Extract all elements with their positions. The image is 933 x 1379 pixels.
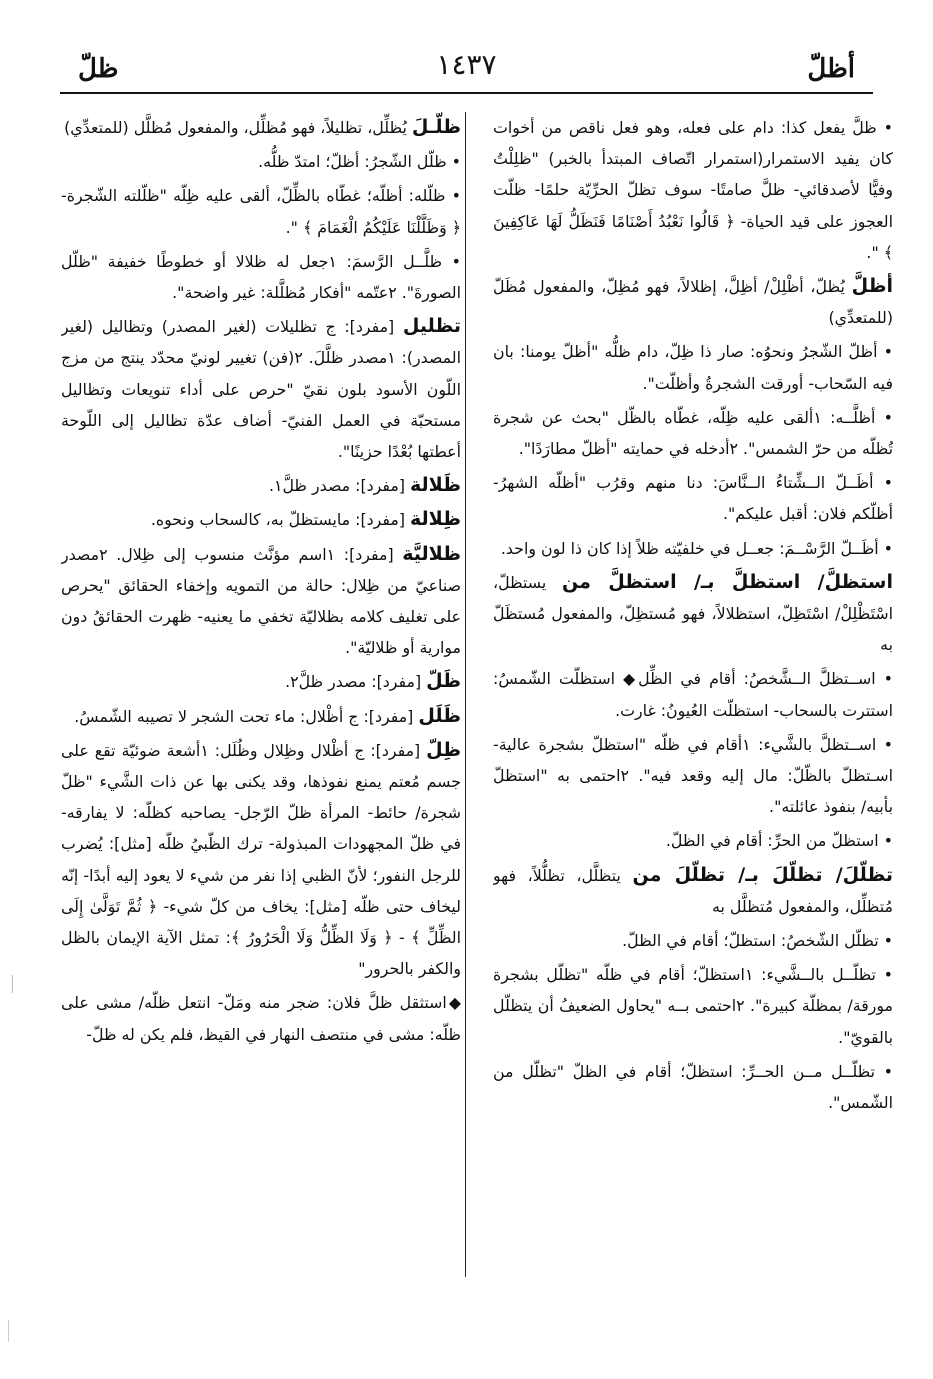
- entry-zalala: [61, 470, 461, 501]
- sense-item: [493, 959, 893, 1053]
- sense-item: [493, 467, 893, 529]
- entry-zilaliyya: [61, 539, 461, 664]
- headword: أظلَّ: [851, 275, 893, 298]
- entry-text: [مفرد]: ج أظْلال وظِلال وظُلَل: ١أشعة ضوئيّة تقع على جسم مُعتم يمنع نفوذها، وقد يكنى بها عن ذات الشَّيء "ظلّ شجرة/ حائط- المرأة ظلّ الرّجل- يصاحبه كظلّه: لا يفارقه- في ظلّ المجهودات المبذولة- ترك الظّبيُ ظلّه [مثل]: يُضرب للرجل النفور؛ لأنّ الظبي إذا نفر من شيء لا يعود إليه أبدًا- إنّه ليخاف حتى ظلّه [مثل]: يخاف من كلّ شيء- ﴿ ثُمَّ تَوَلَّىٰ إِلَى الظِّلِّ ﴾ - ﴿ وَلَا الظِّلُّ وَلَا الْحَرُورُ ﴾: تمثل الآية الإيمان بالظل والكفر بالحرور": [61, 740, 461, 979]
- right-column: [493, 112, 893, 1272]
- sense-text: • تظلّل الشّخصُ: استظلّ؛ أقام في الظلّ.: [622, 931, 893, 951]
- header-guide-word-right: أظلّ: [807, 54, 855, 84]
- entry-text: • ظلَّ يفعل كذا: دام على فعله، وهو فعل ناقص من أخوات كان يفيد الاستمرار(استمرار اتّصاف المبتدأ بالخبر) "ظلِلْتُ وفيًّا لأصدقائي- ظلَّ صامتًا- سوف تظلّ الحرِّيّة حلمًا- ظلّت العجوز على قيد الحياة- ﴿ قَالُوا نَعْبُدُ أَصْنَامًا فَنَظَلُّ لَهَا عَاكِفِينَ ﴾ ".: [493, 118, 893, 262]
- entry-text: [مفرد]: ج تظليلات (لغير المصدر) وتظاليل (لغير المصدر): ١مصدر ظلَّلَ. ٢(فن) تغيير لونيّ محدّد ينتج من مزج اللّون الأسود بلون نقيّ "حرص على أداء تنويعات وتظاليل مستحبّة في العمل الفنيّ- أضاف عدّة تظاليل إلى اللّوحة أعطتها بُعْدًا حزينًا".: [61, 317, 461, 462]
- entry-text: يتظلَّل، تظلُّلاً، فهو مُتظلِّل، والمفعول مُتظلَّل به: [493, 865, 893, 916]
- entry-azalla: [493, 271, 893, 333]
- sense-text: ◆استثقل ظلَّ فلان: ضجر منه ومَلّ- انتعل ظلّه/ مشى على ظلّه: مشى في منتصف النهار في القيظ، فلم يكن له ظلّ-: [61, 993, 461, 1044]
- entry-istazalla: [493, 567, 893, 661]
- sense-item: [493, 402, 893, 464]
- headword: ظِلالة: [410, 508, 461, 531]
- entry-text: [مفرد]: مصدر ظلَّ١.: [268, 476, 405, 496]
- headword: ظَلالة: [410, 474, 461, 497]
- sense-text: • أظَــلّ الرَّسْــمَ: جعــل في خلفيّته ظلاً إذا كان ذا لون واحد.: [500, 538, 893, 558]
- sense-item: [61, 180, 461, 242]
- entry-text: [مفرد]: مايستظلّ به، كالسحاب ونحوه.: [150, 510, 405, 530]
- sense-item: [61, 987, 461, 1049]
- left-column: [61, 112, 461, 1272]
- entry-zalla-verb: [493, 112, 893, 268]
- sense-text: • أظلَّــه: ١ألقى عليه ظِلّه، غطّاه بالظّل "بحث عن شجرة تُظلّه من حرّ الشمس". ٢أدخله في حمايته "أظلّ مطارَدًا".: [493, 407, 893, 459]
- sense-item: [493, 663, 893, 725]
- sense-text: • أظلّ الشّجرُ ونحوُه: صار ذا ظِلّ، دام ظلُّه "أظلّ يومنا: بان فيه السّحاب- أورقت الشجرةُ وأظلّت".: [493, 342, 893, 393]
- sense-text: • استظلّ من الحرِّ: أقام في الظلّ.: [665, 831, 893, 851]
- entry-text: يُظلّ، أظْلِلْ/ أظِلَّ، إظلالاً، فهو مُظِلّ، والمفعول مُظَلّ (للمتعدِّي): [493, 277, 893, 328]
- entry-text: يُظلِّل، تظليلاً، فهو مُظلِّل، والمفعول مُظلَّل (للمتعدِّي): [64, 118, 407, 137]
- column-divider: [465, 112, 466, 1277]
- sense-text: • أظَــلّ الــشِّتاءُ الــنَّاسَ: دنا منهم وقرُب "أظلّه الشهرُ- أظلّكم فلان: أقبل عليكم".: [493, 473, 893, 524]
- entry-zallala: [61, 112, 461, 143]
- entry-text: [مفرد]: ج أظْلال: ماء تحت الشجر لا تصيبه الشّمسُ.: [74, 706, 414, 726]
- entry-zall: [61, 666, 461, 697]
- entry-text: يستظلّ، اسْتَظْلِلْ/ اسْتَظِلّ، استظلالاً، فهو مُستظِلّ، والمفعول مُستظَلّ به: [493, 572, 893, 655]
- sense-item: [61, 246, 461, 308]
- entry-tazlil: [61, 311, 461, 467]
- scan-mark: [8, 1320, 9, 1342]
- headword: ظلَّـلَ: [411, 116, 461, 138]
- header-guide-word-left: ظلّ: [78, 54, 119, 84]
- headword: تظلّلَ/ تظلّلَ بـ/ تظلّلَ من: [632, 863, 893, 886]
- headword: ظَلّ: [426, 670, 461, 693]
- sense-text: • اســتظلَّ الــشَّخصُ: أقام في الظِّل◆ استظلّت الشّمسُ: استترت بالسحاب- استظلّت العُيونُ: غارت.: [493, 669, 893, 720]
- entry-zalal: [61, 701, 461, 732]
- sense-item: [493, 825, 893, 856]
- headword: استظلَّ/ استظلَّ بـ/ استظلَّ من: [562, 570, 893, 593]
- sense-text: • ظلَّــل الرَّسمَ: ١جعل له ظلالا أو خطوطًا خفيفة "ظلّل الصورةَ". ٢عتّمه "أفكار مُظلَّلة: غير واضحة".: [61, 251, 461, 303]
- entry-tazallala: [493, 860, 893, 922]
- sense-item: [493, 336, 893, 398]
- sense-item: [493, 533, 893, 564]
- headword: ظَلَل: [418, 704, 461, 727]
- scan-mark: [12, 975, 13, 993]
- headword: ظلاليَّة: [402, 542, 461, 565]
- sense-text: • ظلّل الشّجرُ: أظلّ؛ امتدّ ظلُّه.: [258, 152, 461, 172]
- headword: تظليل: [402, 315, 461, 338]
- entry-zilala: [61, 504, 461, 535]
- sense-text: • اســتظلَّ بالشَّيء: ١أقام في ظلّه "استظلّ بشجرة عالية- اسـتظلّ بالظّلّ: مال إليه وقعد فيه". ٢احتمى به "استظلّ بأبيه/ بنفوذ عائلته".: [493, 734, 893, 817]
- sense-text: • تظلّــل بالــشَّيء: ١استظلّ؛ أقام في ظلّه "تظلّل بشجرة مورقة/ بمظلّة كبيرة". ٢احتمى بــه "يحاول الضعيفُ أن يتظلّل بالقويّ".: [493, 965, 893, 1047]
- sense-item: [493, 1056, 893, 1118]
- sense-text: • ظلّله: أظلّه؛ غطّاه بالظِّلّ، ألقى عليه ظِلّه "ظلّلته الشّجرة- ﴿ وَظَلَّلْنَا عَلَيْكُمُ الْغَمَامَ ﴾ ".: [61, 186, 461, 237]
- entry-text: [مفرد]: مصدر ظلَّ٢.: [285, 672, 422, 692]
- sense-item: [493, 925, 893, 956]
- entry-text: [مفرد]: ١اسم مؤنَّث منسوب إلى ظِلال. ٢مصدر صناعيّ من ظِلال: حالة من التمويه وإخفاء الحقائق "يحرص على تغليف كلامه بظلاليّة تخفي ما يعنيه- ظهرت الحقائقُ دون موارية أو ظلاليّة".: [61, 544, 461, 658]
- page-header: [60, 40, 873, 94]
- headword: ظِلّ: [426, 738, 461, 761]
- sense-item: [61, 146, 461, 177]
- sense-text: • تظلّــل مــن الحــرِّ: استظلّ؛ أقام في الظلّ "تظلّل من الشّمس".: [493, 1061, 893, 1113]
- entry-zill: [61, 735, 461, 985]
- sense-item: [493, 729, 893, 823]
- page-number: ١٤٣٧: [436, 48, 497, 81]
